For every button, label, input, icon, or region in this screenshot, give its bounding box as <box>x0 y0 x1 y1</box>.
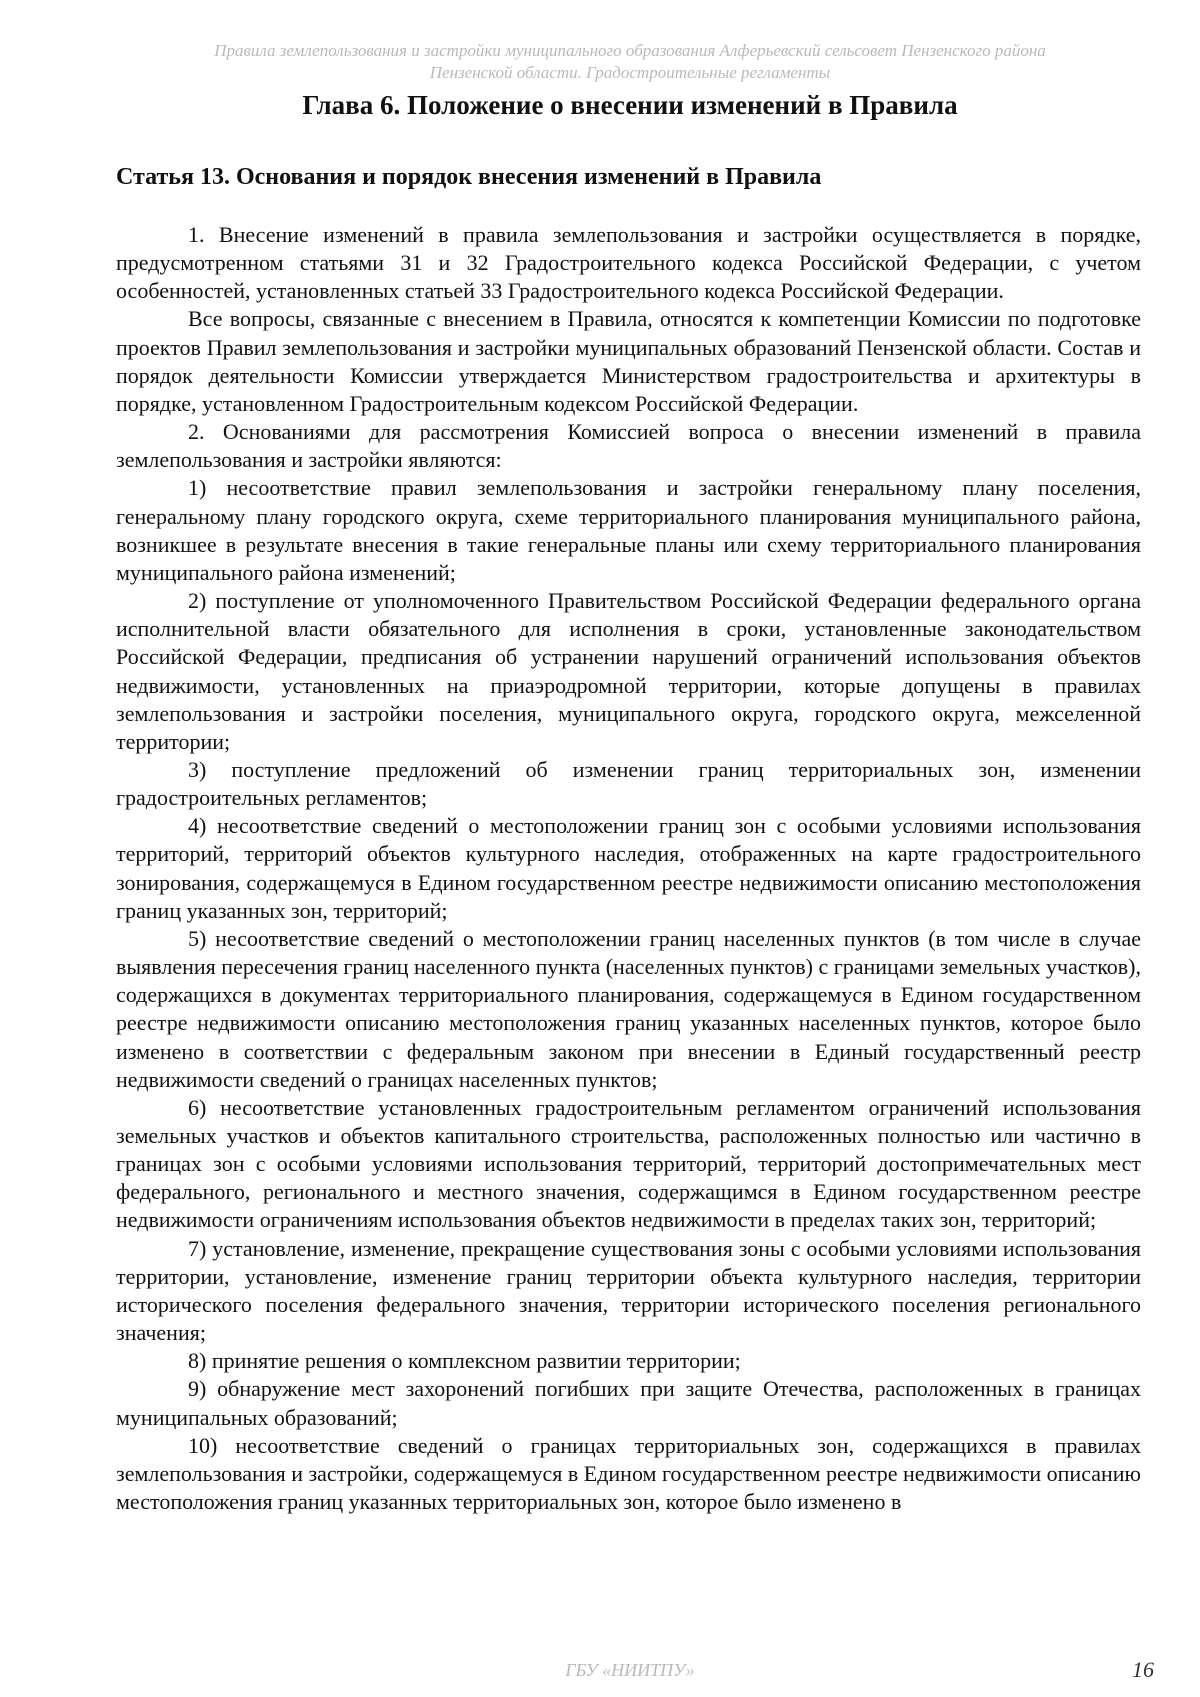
article-title: Статья 13. Основания и порядок внесения изменений в Правила <box>116 164 822 190</box>
paragraph: 1. Внесение изменений в правила землепользования и застройки осуществляется в порядке, предусмотренном статьями 31 и 32 Градостроительного кодекса Российской Федерации, с учетом особенностей, установленных статьей 33 Градостроительного кодекса Российской Федерации. <box>116 222 1141 304</box>
running-header-line-2: Пензенской области. Градостроительные регламенты <box>429 63 831 82</box>
running-header-line-1: Правила землепользования и застройки муниципального образования Алферьевский сельсовет Пензенского района <box>214 41 1046 60</box>
list-item: 1) несоответствие правил землепользования и застройки генеральному плану поселения, генеральному плану городского округа, схеме территориального планирования муниципального района, возникшее в результате внесения в такие генеральные планы или схему территориального планирования муниципального района изменений; <box>116 475 1141 585</box>
list-item: 3) поступление предложений об изменении границ территориальных зон, изменении градостроительных регламентов; <box>116 756 1141 811</box>
article-body <box>116 221 1141 1516</box>
list-item: 10) несоответствие сведений о границах территориальных зон, содержащихся в правилах землепользования и застройки, содержащемуся в Едином государственном реестре недвижимости описанию местоположения границ указанных территориальных зон, которое было изменено в <box>116 1432 1141 1515</box>
list-item: 6) несоответствие установленных градостроительным регламентом ограничений использования земельных участков и объектов капитального строительства, расположенных полностью или частично в границах зон с особыми условиями использования территорий, территорий достопримечательных мест федерального, регионального и местного значения, содержащимся в Едином государственном реестре недвижимости ограничениям использования объектов недвижимости в пределах таких зон, территорий; <box>116 1094 1141 1233</box>
running-header <box>120 40 1140 84</box>
paragraph: Все вопросы, связанные с внесением в Правила, относятся к компетенции Комиссии по подготовке проектов Правил землепользования и застройки муниципальных образований Пензенской области. Состав и порядок деятельности Комиссии утверждается Министерством градостроительства и архитектуры в порядке, установленном Градостроительным кодексом Российской Федерации. <box>116 306 1141 416</box>
list-item: 9) обнаружение мест захоронений погибших при защите Отечества, расположенных в границах муниципальных образований; <box>116 1376 1141 1430</box>
footer-organization: ГБУ «НИИТПУ» <box>565 1660 695 1680</box>
chapter-title: Глава 6. Положение о внесении изменений в Правила <box>302 90 958 120</box>
list-item: 5) несоответствие сведений о местоположении границ населенных пунктов (в том числе в случае выявления пересечения границ населенного пункта (населенных пунктов) с границами земельных участков), содержащихся в документах территориального планирования, содержащемуся в Едином государственном реестре недвижимости описанию местоположения границ указанных населенных пунктов, которое было изменено в соответствии с федеральным законом при внесении в Единый государственный реестр недвижимости сведений о границах населенных пунктов; <box>116 925 1141 1092</box>
list-item: 7) установление, изменение, прекращение существования зоны с особыми условиями использования территории, установление, изменение границ территории объекта культурного наследия, территории исторического поселения федерального значения, территории исторического поселения регионального значения; <box>116 1235 1141 1346</box>
paragraph: 2. Основаниями для рассмотрения Комиссией вопроса о внесении изменений в правила землепользования и застройки являются: <box>116 419 1141 473</box>
list-item: 4) несоответствие сведений о местоположении границ зон с особыми условиями использования территорий, территорий объектов культурного наследия, отображенных на карте градостроительного зонирования, содержащемуся в Едином государственном реестре недвижимости описанию местоположения границ указанных зон, территорий; <box>116 813 1141 923</box>
list-item: 8) принятие решения о комплексном развитии территории; <box>188 1348 741 1374</box>
page-number: 16 <box>1132 1657 1154 1682</box>
list-item: 2) поступление от уполномоченного Правительством Российской Федерации федерального органа исполнительной власти обязательного для исполнения в сроки, установленные законодательством Российской Федерации, предписания об устранении нарушений ограничений использования объектов недвижимости, установленных на приаэродромной территории, которые допущены в правилах землепользования и застройки поселения, муниципального округа, городского округа, межселенной территории; <box>116 588 1141 754</box>
